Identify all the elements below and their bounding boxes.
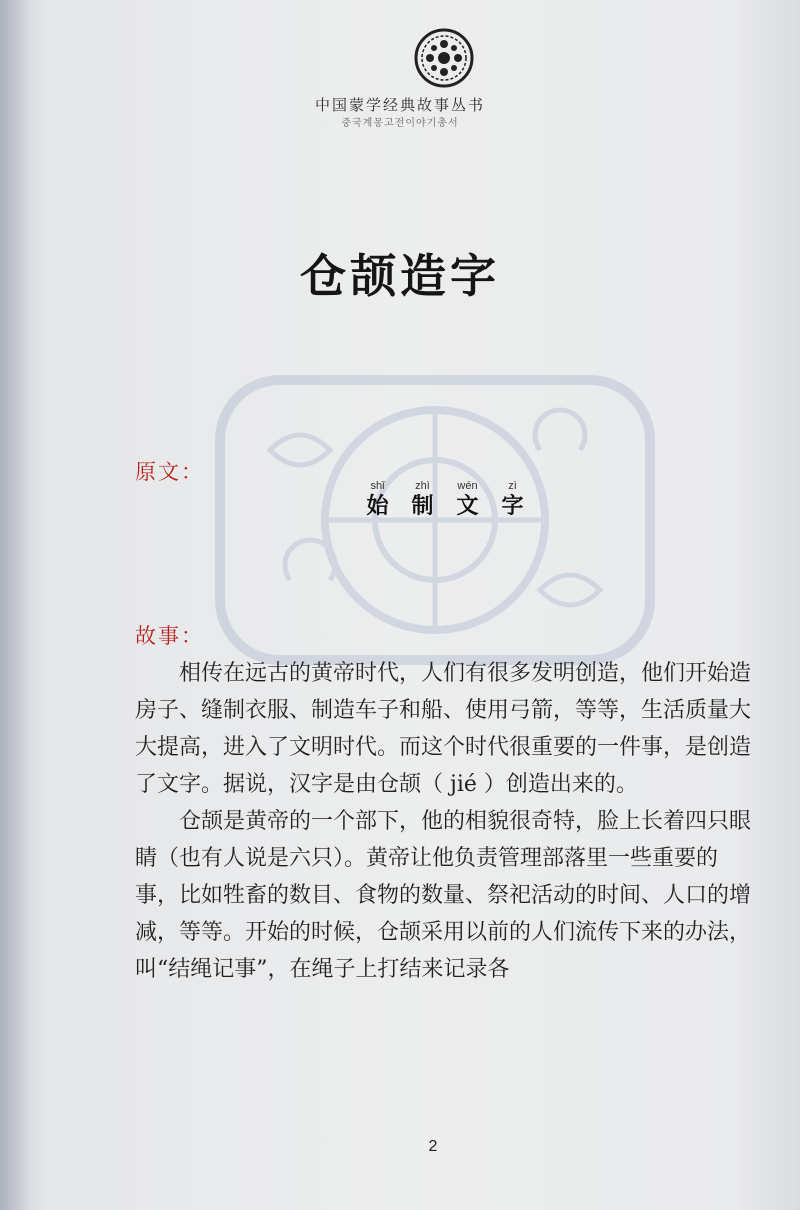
ruby-char [495, 478, 530, 520]
original-text-line [360, 478, 530, 520]
ruby-char [405, 478, 440, 520]
pinyin: wén [457, 480, 478, 492]
background-seal-icon [200, 370, 670, 670]
ruby-char [360, 478, 395, 520]
hanzi: 文 [456, 494, 479, 519]
story-title: 仓颉造字 [300, 249, 500, 303]
story-label: 故事： [135, 624, 204, 648]
hanzi: 字 [501, 494, 524, 519]
pinyin: shǐ [370, 480, 385, 492]
pinyin: zhì [415, 480, 430, 492]
hanzi: 始 [366, 494, 389, 519]
ruby-char [450, 478, 485, 520]
pinyin: zì [508, 480, 517, 492]
story-paragraph-2: 仓颉是黄帝的一个部下，他的相貌很奇特，脸上长着四只眼睛（也有人说是六只）。黄帝让他负责管理部落里一些重要的事，比如牲畜的数目、食物的数量、祭祀活动的时间、人口的增减，等等。开始的时候，仓颉采用以前的人们流传下来的办法，叫“结绳记事”，在绳子上打结来记录各 [135, 809, 752, 982]
page-number: 2 [428, 1138, 438, 1155]
series-subtitle: 중국계몽고전이야기총서 [341, 118, 459, 129]
round-floral-seal-icon [414, 28, 474, 88]
series-title: 中国蒙学经典故事丛书 [314, 96, 485, 114]
original-text-label: 原文： [135, 460, 204, 484]
story-paragraph-1: 相传在远古的黄帝时代，人们有很多发明创造，他们开始造房子、缝制衣服、制造车子和船、使用弓箭，等等，生活质量大大提高，进入了文明时代。而这个时代很重要的一件事，是创造了文字。据说，汉字是由仓颉（ jié ）创造出来的。 [135, 661, 752, 797]
hanzi: 制 [411, 494, 434, 519]
spine-shadow [0, 0, 30, 1210]
story-body [135, 655, 755, 988]
